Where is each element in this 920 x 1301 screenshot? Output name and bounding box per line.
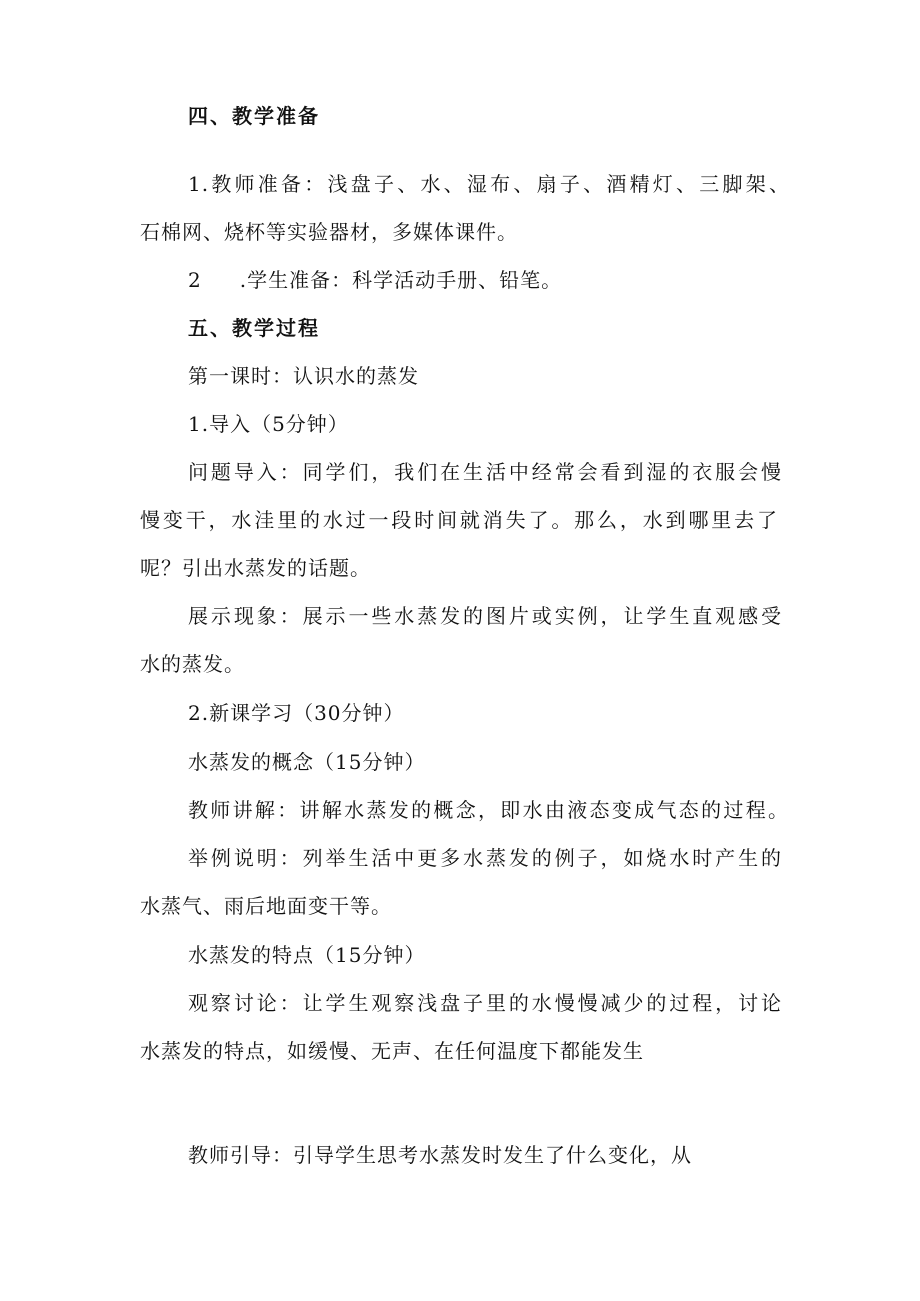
student-preparation xyxy=(188,266,838,294)
intro-question-line-1: 问题导入：同学们，我们在生活中经常会看到湿的衣服会慢 xyxy=(188,460,782,484)
student-preparation-text: .学生准备：科学活动手册、铅笔。 xyxy=(239,268,563,292)
section-heading-teaching-process: 五、教学过程 xyxy=(188,316,320,340)
feature-subtitle: 水蒸发的特点（15分钟） xyxy=(188,943,426,967)
observe-line-2: 水蒸发的特点，如缓慢、无声、在任何温度下都能发生 xyxy=(140,1039,644,1063)
teacher-preparation-line-2: 石棉网、烧杯等实验器材，多媒体课件。 xyxy=(140,220,518,244)
observe-line-1: 观察讨论：让学生观察浅盘子里的水慢慢减少的过程，讨论 xyxy=(188,991,782,1015)
example-line-2: 水蒸气、雨后地面变干等。 xyxy=(140,894,392,918)
guide-line-1: 教师引导：引导学生思考水蒸发时发生了什么变化，从 xyxy=(188,1143,692,1167)
concept-subtitle: 水蒸发的概念（15分钟） xyxy=(188,750,426,774)
lesson-1-title: 第一课时：认识水的蒸发 xyxy=(188,364,419,388)
concept-explanation: 教师讲解：讲解水蒸发的概念，即水由液态变成气态的过程。 xyxy=(188,798,788,822)
teacher-preparation-line-1: 1.教师准备：浅盘子、水、湿布、扇子、酒精灯、三脚架、 xyxy=(188,172,790,196)
student-preparation-number: 2 xyxy=(188,268,202,292)
intro-question-line-3: 呢？引出水蒸发的话题。 xyxy=(140,556,371,580)
intro-show-line-1: 展示现象：展示一些水蒸发的图片或实例，让学生直观感受 xyxy=(188,604,782,628)
intro-question-line-2: 慢变干，水洼里的水过一段时间就消失了。那么，水到哪里去了 xyxy=(140,508,778,532)
step-1-title: 1.导入（5分钟） xyxy=(188,412,349,436)
step-2-title: 2.新课学习（30分钟） xyxy=(188,701,405,725)
intro-show-line-2: 水的蒸发。 xyxy=(140,652,245,676)
section-heading-teaching-preparation: 四、教学准备 xyxy=(188,104,320,128)
example-line-1: 举例说明：列举生活中更多水蒸发的例子，如烧水时产生的 xyxy=(188,846,782,870)
